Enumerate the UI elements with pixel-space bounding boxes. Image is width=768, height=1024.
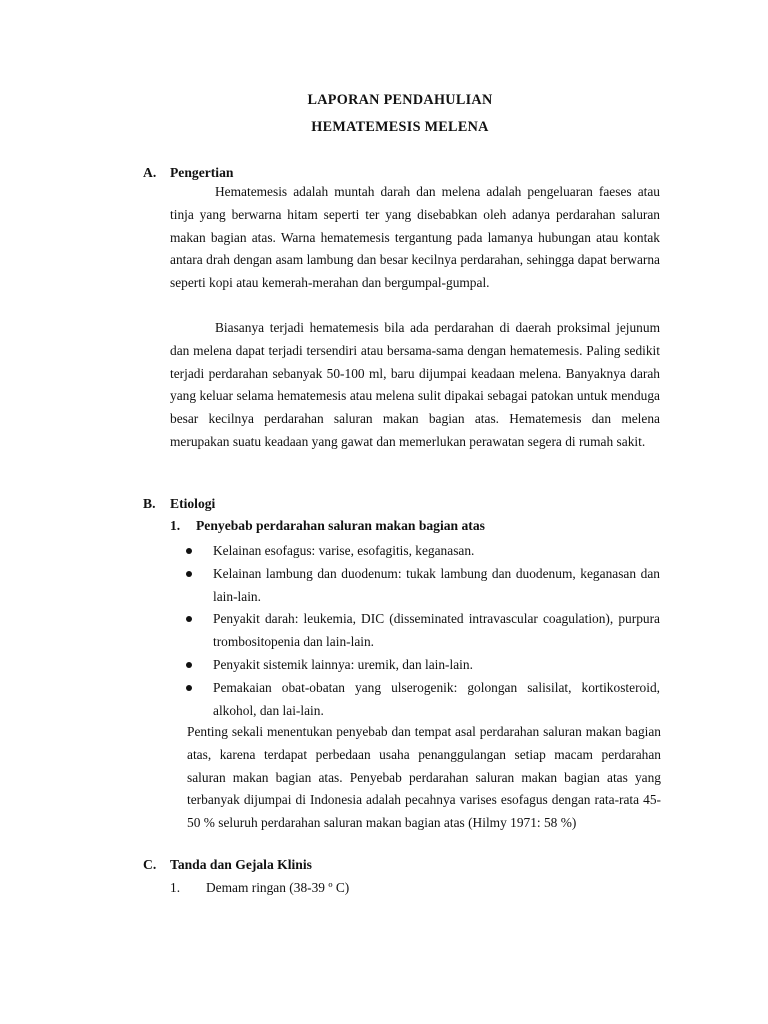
- list-item: [186, 540, 660, 563]
- section-c-item-number: 1.: [170, 880, 181, 895]
- list-item-text: Pemakaian obat-obatan yang ulserogenik: golongan salisilat, kortikosteroid, alkohol, dan lai-lain.: [213, 679, 660, 718]
- list-item-text: Kelainan lambung dan duodenum: tukak lambung dan duodenum, keganasan dan lain-lain.: [213, 565, 660, 604]
- bullet-icon: [186, 548, 192, 554]
- list-item-text: Penyakit sistemik lainnya: uremik, dan lain-lain.: [213, 656, 473, 672]
- document-subtitle: HEMATEMESIS MELENA: [311, 119, 489, 135]
- list-item: [186, 608, 660, 654]
- section-a-paragraph-1: Hematemesis adalah muntah darah dan melena adalah pengeluaran faeses atau tinja yang berwarna hitam seperti ter yang disebabkan oleh adanya perdarahan saluran makan bagian atas. Warna hematemesis tergantung pada lamanya hubungan atau kontak antara drah dengan asam lambung dan besar kecilnya perdarahan, sehingga dapat berwarna seperti kopi atau kemerah-merahan dan bergumpal-gumpal.: [170, 184, 660, 291]
- section-c-heading: Tanda dan Gejala Klinis: [170, 857, 312, 872]
- cause-list: [186, 540, 660, 722]
- section-b-letter: B.: [143, 496, 156, 511]
- bullet-icon: [186, 571, 192, 577]
- section-b-sub-number: 1.: [170, 518, 181, 533]
- list-item: [186, 677, 660, 723]
- list-item-text: Penyakit darah: leukemia, DIC (disseminated intravascular coagulation), purpura trombositopenia dan lain-lain.: [213, 611, 660, 650]
- list-item: [186, 654, 660, 677]
- section-c-letter: C.: [143, 857, 157, 872]
- list-item-text: Kelainan esofagus: varise, esofagitis, keganasan.: [213, 543, 475, 558]
- section-b-paragraph: Penting sekali menentukan penyebab dan tempat asal perdarahan saluran makan bagian atas, karena terdapat perbedaan usaha penanggulangan setiap macam perdarahan saluran makan bagian atas. Penyebab perdarahan saluran makan bagian atas yang terbanyak dijumpai di Indonesia adalah pecahnya varises esofagus dengan rata-rata 45-50 % seluruh perdarahan saluran makan bagian atas (Hilmy 1971: 58 %): [187, 724, 661, 831]
- section-c-item-text: Demam ringan (38-39 º C): [206, 880, 350, 895]
- bullet-icon: [186, 616, 192, 622]
- section-b-heading: Etiologi: [170, 496, 216, 511]
- bullet-icon: [186, 662, 192, 668]
- section-b-sub-heading: Penyebab perdarahan saluran makan bagian atas: [196, 518, 485, 533]
- section-a-paragraph-2: Biasanya terjadi hematemesis bila ada perdarahan di daerah proksimal jejunum dan melena dapat terjadi tersendiri atau bersama-sama dengan hematemesis. Paling sedikit terjadi perdarahan sebanyak 50-100 ml, baru dijumpai keadaan melena. Banyaknya darah yang keluar selama hematemesis atau melena sulit dipakai sebagai patokan untuk menduga besar kecilnya perdarahan saluran makan bagian atas. Hematemesis dan melena merupakan suatu keadaan yang gawat dan memerlukan perawatan segera di rumah sakit.: [170, 320, 660, 449]
- document-title: LAPORAN PENDAHULIAN: [307, 92, 493, 108]
- section-a-letter: A.: [143, 165, 157, 180]
- section-a-heading: Pengertian: [170, 165, 234, 180]
- bullet-icon: [186, 685, 192, 691]
- list-item: [186, 563, 660, 609]
